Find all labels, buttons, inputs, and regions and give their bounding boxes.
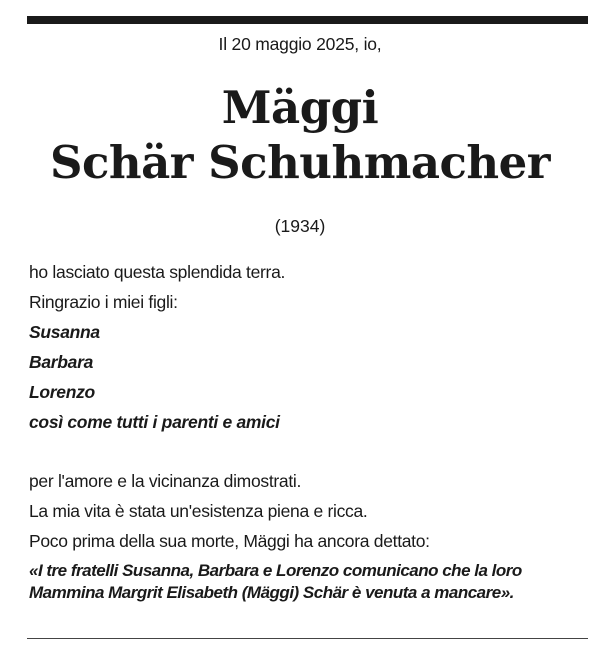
quote-line: Mammina Margrit Elisabeth (Mäggi) Schär è venuta a mancare». [29,583,514,602]
child-name: Lorenzo [29,382,95,402]
quote-line: «I tre fratelli Susanna, Barbara e Lorenzo comunicano che la loro [29,561,522,580]
child-name: Susanna [29,322,100,342]
top-divider [27,16,588,24]
life-line: La mia vita è stata un'esistenza piena e ricca. [29,501,368,521]
love-line: per l'amore e la vicinanza dimostrati. [29,471,302,491]
dictation-line: Poco prima della sua morte, Mäggi ha ancora dettato: [29,531,430,551]
dictated-quote [29,560,589,604]
first-name: Mäggi [221,81,379,134]
relatives-line: così come tutti i parenti e amici [29,412,280,432]
date-line: Il 20 maggio 2025, io, [218,34,382,54]
surname: Schär Schuhmacher [50,136,550,189]
bottom-divider [27,638,588,639]
farewell-line: ho lasciato questa splendida terra. [29,262,286,282]
thanks-line: Ringrazio i miei figli: [29,292,178,312]
birth-year: (1934) [274,216,326,236]
deceased-name [0,80,600,190]
child-name: Barbara [29,352,94,372]
